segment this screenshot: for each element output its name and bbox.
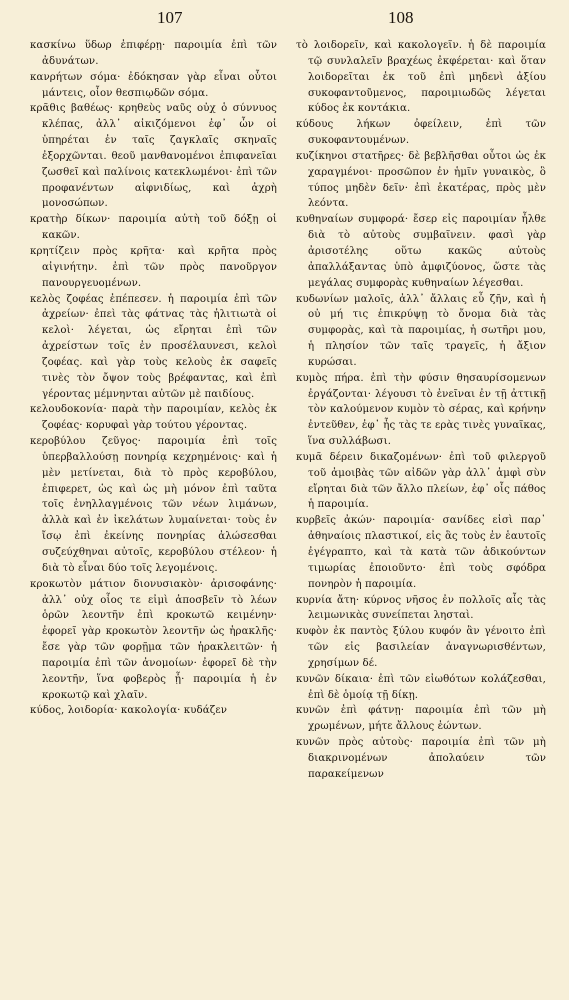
entry: κελουδοκονία· παρὰ τὴν παροιμίαν, κελὸς ἐκ ζοφέας· κορυφαὶ γὰρ τούτου γέροντας.	[30, 404, 277, 432]
entry: κύδους λήκων ὀφείλειν, ἐπὶ τῶν συκοφαντουμένων.	[296, 119, 546, 147]
entry: κύδος, λοιδορία· κακολογία· κυδάζεν	[30, 705, 228, 717]
entry: κυρβεῖς ἀκών· παροιμία· σανίδες εἰσὶ παρ᾽ ἀθηναίοις πλαστικοί, εἰς ἃς τοὺς ἐν ἑαυτοῖς ἐγέγραπτο, καὶ τὰ κατὰ τῶν ἀδικούντων τιμωρίας ἐποιοῦντο· ἐπὶ τοὺς σφόδρα πονηρὸν ἡ παροιμία.	[296, 515, 546, 590]
entry: τὸ λοιδορεῖν, καὶ κακολογεῖν. ἡ δὲ παροιμία τῷ συνλαλεῖν βραχέως ἐκφέρεται· καὶ ὅταν λοιδορεῖται ἐκ τοῦ ἐπὶ μηδενὶ ἀξίου συκοφαντοῦμενος, παροιμιωδῶς λέγεται κύδος ἐκ κοντάκια.	[296, 40, 546, 115]
entry: κρητίζειν πρὸς κρῆτα· καὶ κρῆτα πρὸς αἰγινήτην. ἐπὶ τῶν πρὸς πανοῦργον πανουργευομένων.	[30, 245, 277, 289]
entry: κασκίνω ὕδωρ ἐπιφέρῃ· παροιμία ἐπὶ τῶν ἀδυνάτων.	[30, 40, 277, 67]
entry: κυρνία ἄτη· κύρνος νῆσος ἐν πολλοῖς αἷς τὰς λειμωνικὰς συνείπεται λησταὶ.	[296, 594, 546, 622]
entry: κυνῶν πρὸς αὐτοὺς· παροιμία ἐπὶ τῶν μὴ διακρινομένων ἀπολαύειν τῶν παρακείμενων	[296, 737, 546, 780]
entry: κυμὸς πήρα. ἐπὶ τὴν φύσιν θησαυρίσομενων ἐργάζονται· λέγουσι τὸ ἐνεῖναι ἐν τῇ ἀττικῇ τὸν καλούμενον κυμὸν τὸ σέρας, καὶ κρήνην ἐντεῦθεν, ἐφ᾽ ἧς τὰς τε ερὰς τινὲς γυναῖκας, ἵνα συλλάβωσι.	[296, 372, 546, 448]
page-number-left: 107	[157, 8, 183, 27]
entry: κανρήτων σόμα· ἐδόκησαν γὰρ εἶναι οὗτοι μάντεις, οἷον θεσπιῳδῶν σόμα.	[30, 71, 277, 99]
right-column	[296, 38, 546, 986]
entry: κυνῶν ἐπὶ φάτνῃ· παροιμία ἐπὶ τῶν μὴ χρωμένων, μήτε ἄλλους ἐώντων.	[296, 705, 546, 733]
left-column	[30, 38, 277, 986]
entry: κυμᾶ δέρειν δικαζομένων· ἐπὶ τοῦ φιλεργοῦ τοῦ ἀμοιβὰς τῶν αἰδῶν γὰρ ἀλλ᾽ ἀμφὶ σὺν εἴρηται διὰ τῶν ἄλλο πλείων, ἐφ᾽ οἷς πάθος ἡ παροιμία.	[296, 451, 546, 511]
entry: κυδωνίων μαλοῖς, ἀλλ᾽ ἄλλαις εὖ ζῆν, καὶ ἡ οὐ μή τις ἐπικρύψῃ τὸ ὄνομα διὰ τὰς συμφορὰς, καὶ τὰ παροιμίας, ἡ σωτῆρι μου, ἡ πλησίον τῶν ταῖς τραγεῖς, ἡ ἄξιον κυρώσαι.	[296, 293, 546, 368]
page-numbers	[0, 8, 569, 32]
entry: κελὸς ζοφέας ἐπέπεσεν. ἡ παροιμία ἐπὶ τῶν ἀχρείων· ἐπεὶ τὰς φάτνας τὰς ἠλιτιωτὰ οἱ κελοὶ· λέγεται, ὡς εἴρηται ἐπὶ τῶν ἀχρείστων τοῖς ἐν προσέλαυνεσι, κελοὶ ζοφέας. καὶ γὰρ τοὺς κελοὺς ἐκ σαφεῖς τινὲς τὸν ὄψον τοὺς βρέφαντας, καὶ ἐπὶ γέροντας μέμνηνται αὐτῶν μὲ παιδίους.	[30, 293, 277, 400]
entry: κυνῶν δίκαια· ἐπὶ τῶν εἰωθότων κολάζεσθαι, ἐπὶ δὲ ὁμοίᾳ τῇ δίκῃ.	[296, 673, 546, 701]
entry: κεροβύλου ζεῦγος· παροιμία ἐπὶ τοῖς ὑπερβαλλούσῃ πονηρίᾳ κεχρημένοις· καὶ ἡ μὲν μετίνεται, διὰ τὸ πρὸς κεροβύλου, ἐπιφερετ, ὡς καὶ ὡς μὴ μόνον ἐπὶ ταῦτα τοῖς ἐνηλλαγμένοις τῶν νέων λιμάνων, ἀλλὰ καὶ ἐν ἰκελάτων λυμαίνεται· τοὺς ἐν ἴσῳ ἐπὶ ἐκείνης πονηρίας ἀλώσεσθαι συζεύχθηναι αὐτοῖς, κεροβύλου στέλεον· ἡ διὰ τὸ εἶναι δύο τοῖς λεγομένοις.	[30, 436, 277, 574]
column-gutter	[284, 44, 285, 984]
entry: κυφὸν ἐκ παντὸς ξύλου κυφόν ἂν γένοιτο ἐπὶ τῶν εἰς βασιλείαν ἀναγνωρισθέντων, χρησίμων δέ.	[296, 626, 546, 669]
page-number-right: 108	[388, 8, 414, 27]
entry: κρᾶθις βαθέως· κρηθεὺς ναῦς οὐχ ὁ σύννυος κλέπας, ἀλλ᾽ αἰκιζόμενοι ἐφ᾽ ὧν οἱ ὑπηρέται ἐν ταῖς ζαγκλαῖς σκηναῖς ἐξορχῶνται. θεοῦ μανθανομένοι ἐπιφανεῖαι ζωσθεῖ καὶ παλίνοις κατεκλωμένοι· ἐπὶ τῶν προφανέντων αἰφνιδίως, καὶ ἀχρὴ μονοσώπων.	[30, 103, 277, 210]
entry: κυζίκηνοι στατῆρες· δὲ βεβλῆσθαι οὗτοι ὡς ἐκ χαραγμένοι· προσῶπον ἐν ἡμῖν γυναικὸς, ὃ τύπος μηδὲν δεῖν· ἐπὶ ἑκατέρας, πρὸς μὲν λεόντα.	[296, 150, 546, 210]
entry: κροκωτὸν μάτιον διονυσιακὸν· ἀρισοφάνης· ἀλλ᾽ οὐχ οἷος τε εἰμὶ ἀποσβεῖν τὸ λέων ὁρῶν λεοντῆν ἐπὶ κροκωτῶ κειμένην· ἐφορεῖ γὰρ κροκωτὸν λεοντῆν ὡς ἡρακλῆς· ἔσε γὰρ τῶν φορῇμα τῶν ἡρακλειτῶν· ἡ παροιμία ἐπὶ τῶν ἀνομοίων· ἐφορεῖ δὲ τὴν λεοντῆν, ἵνα φοβερὸς ᾖ· παροιμία ἡ ἐν κροκωτῷ καὶ χλαῖν.	[30, 578, 277, 701]
entry: κρατὴρ δίκων· παροιμία αὐτὴ τοῦ δόξῃ οἱ κακῶν.	[30, 214, 277, 242]
entry: κυθηναίων συμφορά· ἔσερ εἰς παροιμίαν ἦλθε διὰ τὸ αὐτοὺς συμβαῖνειν. φασὶ γὰρ ἀρισοτέλης οὕτω κακῶς αὐτοὺς ἀπαλλάξαντας ὑπὸ ἀμφιζύονος, ὥστε τὰς μεγάλας συμφορὰς κυθηναίων λέγεσθαι.	[296, 214, 546, 289]
